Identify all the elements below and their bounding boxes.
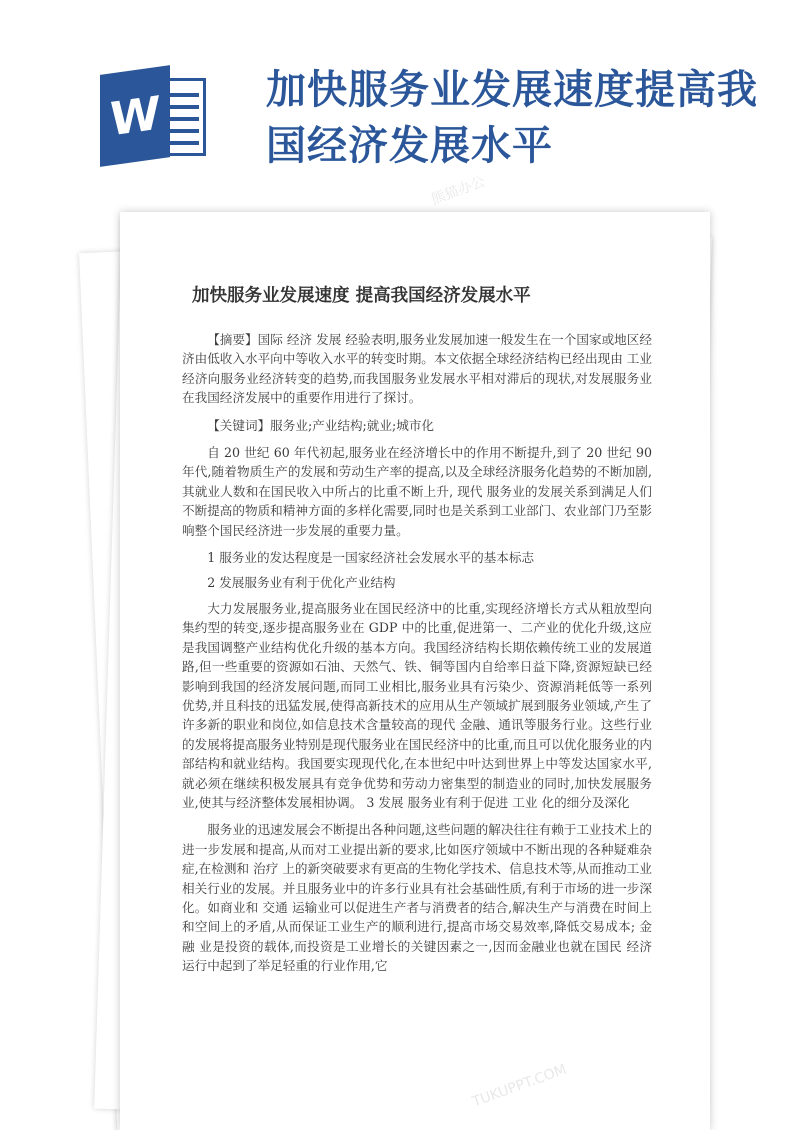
banner-title: 加快服务业发展速度提高我国经济发展水平 (266, 67, 758, 169)
abstract-paragraph: 【摘要】国际 经济 发展 经验表明,服务业发展加速一般发生在一个国家或地区经济由低收入水平向中等收入水平的转变时期。本文依据全球经济结构已经出现由 工业 经济向服务业经济转变的趋势,而我国服务业发展水平相对滞后的现状,对发展服务业在我国经济发展中的重要作用进行了探讨。 (182, 332, 652, 406)
word-logo-letter: W (100, 65, 170, 167)
section-heading-2: 2 发展服务业有利于优化产业结构 (207, 575, 396, 591)
keywords-paragraph: 【关键词】服务业;产业结构;就业;城市化 (207, 417, 435, 433)
section-3-paragraph: 服务业的迅速发展会不断提出各种问题,这些问题的解决往往有赖于工业技术上的进一步发展和提高,从而对工业提出新的要求,比如医疗领域中不断出现的各种疑难杂症,在检测和 治疗 上的新突破要求有更高的生物化学技术、信息技术等,从而推动工业相关行业的发展。并且服务业中的许多行业具有社会基础性质,有利于市场的进一步深化。如商业和 交通 运输业可以促进生产者与消费者的结合,解决生产与消费在时间上和空间上的矛盾,从而保证工业生产的顺利进行,提高市场交易效率,降低交易成本; 金融 业是投资的载体,而投资是工业增长的关键因素之一,因而金融业也就在国民 经济 运行中起到了举足轻重的行业作用,它 (182, 822, 652, 974)
document-title: 加快服务业发展速度 提高我国经济发展水平 (192, 286, 531, 306)
intro-paragraph: 自 20 世纪 60 年代初起,服务业在经济增长中的作用不断提升,到了 20 世纪 90 年代,随着物质生产的发展和劳动生产率的提高,以及全球经济服务化趋势的不断加剧,其就业人数和在国民收入中所占的比重不断上升, 现代 服务业的发展关系到满足人们不断提高的物质和精神方面的多样化需要,同时也是关系到工业部门、农业部门乃至影响整个国民经济进一步发展的重要力量。 (182, 445, 652, 538)
document-body (182, 330, 652, 984)
page-header (0, 0, 800, 200)
word-document-icon (100, 70, 210, 162)
section-heading-1: 1 服务业的发达程度是一国家经济社会发展水平的基本标志 (207, 550, 535, 566)
document-page (120, 212, 710, 1130)
watermark-text: TUKUPPT.COM (470, 1061, 569, 1111)
watermark-text: 熊猫办公 (429, 173, 488, 209)
section-2-paragraph: 大力发展服务业,提高服务业在国民经济中的比重,实现经济增长方式从粗放型向集约型的转变,逐步提高服务业在 GDP 中的比重,促进第一、二产业的优化升级,这应是我国调整产业结构优化升级的基本方向。我国经济结构长期依赖传统工业的发展道路,但一些重要的资源如石油、天然气、铁、铜等国内自给率日益下降,资源短缺已经影响到我国的经济发展问题,而同工业相比,服务业具有污染少、资源消耗低等一系列优势,并且科技的迅猛发展,使得高新技术的应用从生产领域扩展到服务业领域,产生了许多新的职业和岗位,如信息技术含量较高的现代 金融、通讯等服务行业。这些行业的发展将提高服务业特别是现代服务业在国民经济中的比重,而且可以优化服务业的内部结构和就业结构。我国要实现现代化,在本世纪中叶达到世界上中等发达国家水平,就必须在继续积极发展具有竞争优势和劳动力密集型的制造业的同时,加快发展服务业,使其与经济整体发展相协调。 3 发展 服务业有利于促进 工业 化的细分及深化 (182, 600, 652, 810)
